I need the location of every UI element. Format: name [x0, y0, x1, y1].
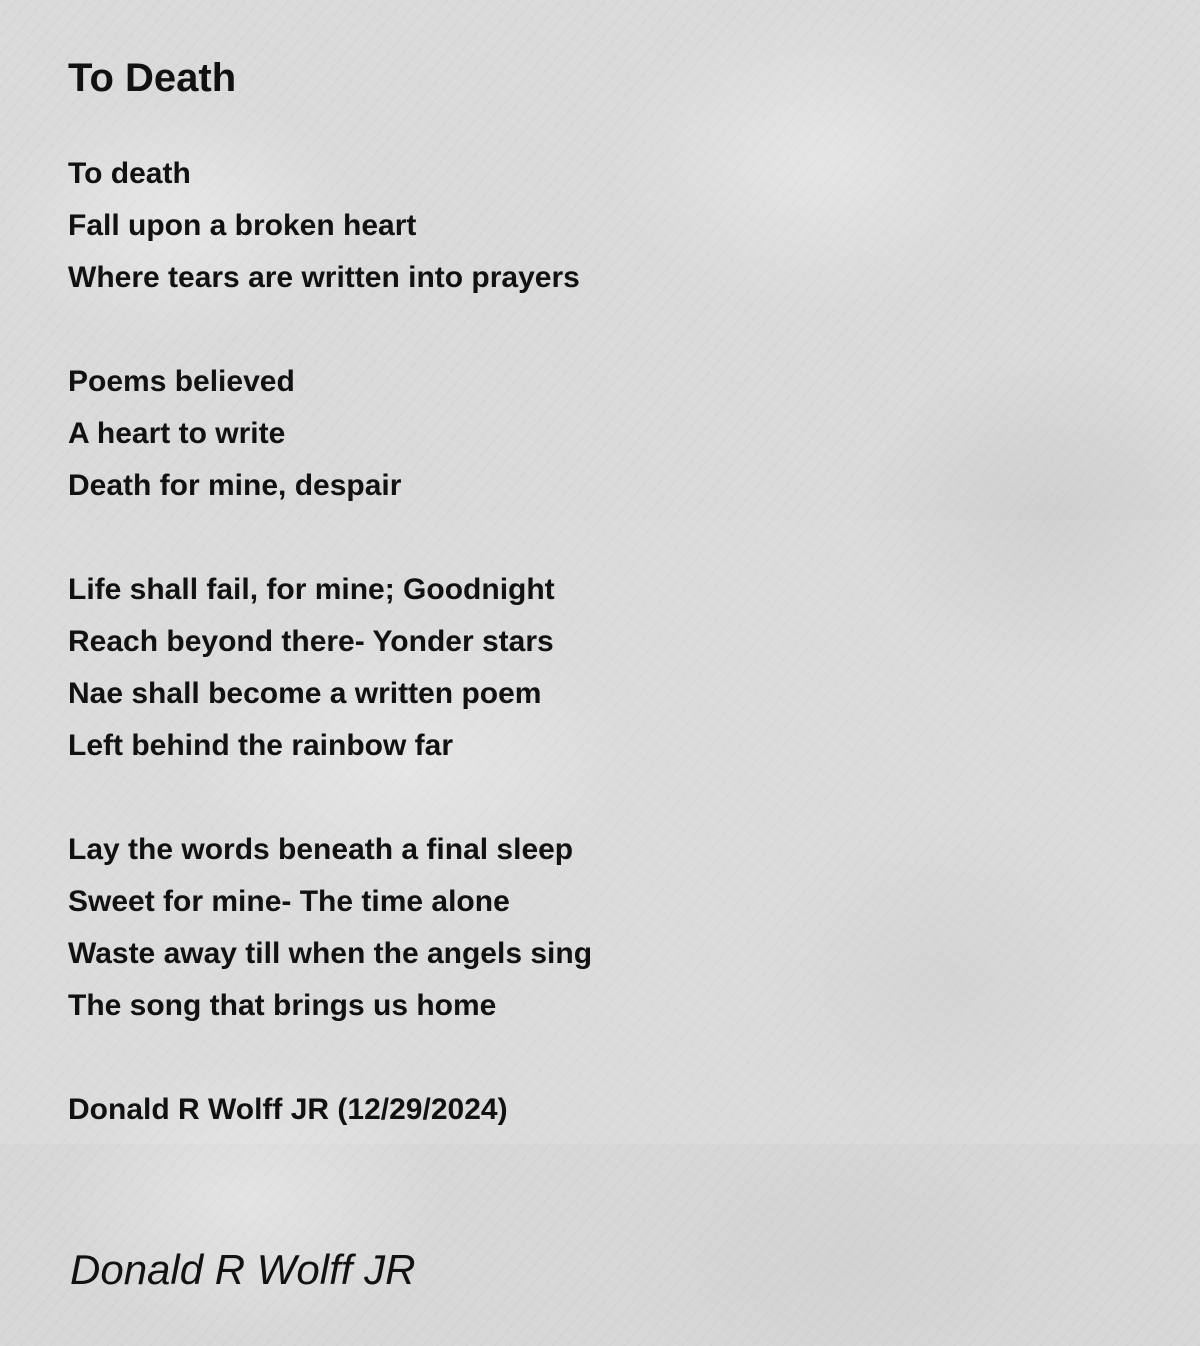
stanza-break — [68, 304, 592, 356]
stanza-break — [68, 772, 592, 824]
poem-line: Nae shall become a written poem — [68, 677, 542, 710]
poem-line: Poems believed — [68, 365, 295, 398]
poem-line: Waste away till when the angels sing — [68, 937, 593, 970]
poem-line: Sweet for mine- The time alone — [68, 885, 510, 918]
poem-line: The song that brings us home — [68, 989, 497, 1022]
stanza-break — [68, 1032, 592, 1084]
poem-body — [68, 148, 592, 1136]
poem-line: Reach beyond there- Yonder stars — [68, 625, 554, 658]
poem-line: Left behind the rainbow far — [68, 729, 454, 762]
poem-line: Life shall fail, for mine; Goodnight — [68, 573, 555, 606]
poem-line: Lay the words beneath a final sleep — [68, 833, 574, 866]
poem-line: Death for mine, despair — [68, 469, 402, 502]
poem-line: Where tears are written into prayers — [68, 261, 580, 294]
poem-line: To death — [68, 157, 191, 190]
poem-title: To Death — [68, 56, 237, 100]
stanza-break — [68, 512, 592, 564]
poem-author-date: Donald R Wolff JR (12/29/2024) — [68, 1093, 508, 1126]
poem-line: Fall upon a broken heart — [68, 209, 417, 242]
author-signature: Donald R Wolff JR — [70, 1246, 416, 1293]
poem-line: A heart to write — [68, 417, 286, 450]
